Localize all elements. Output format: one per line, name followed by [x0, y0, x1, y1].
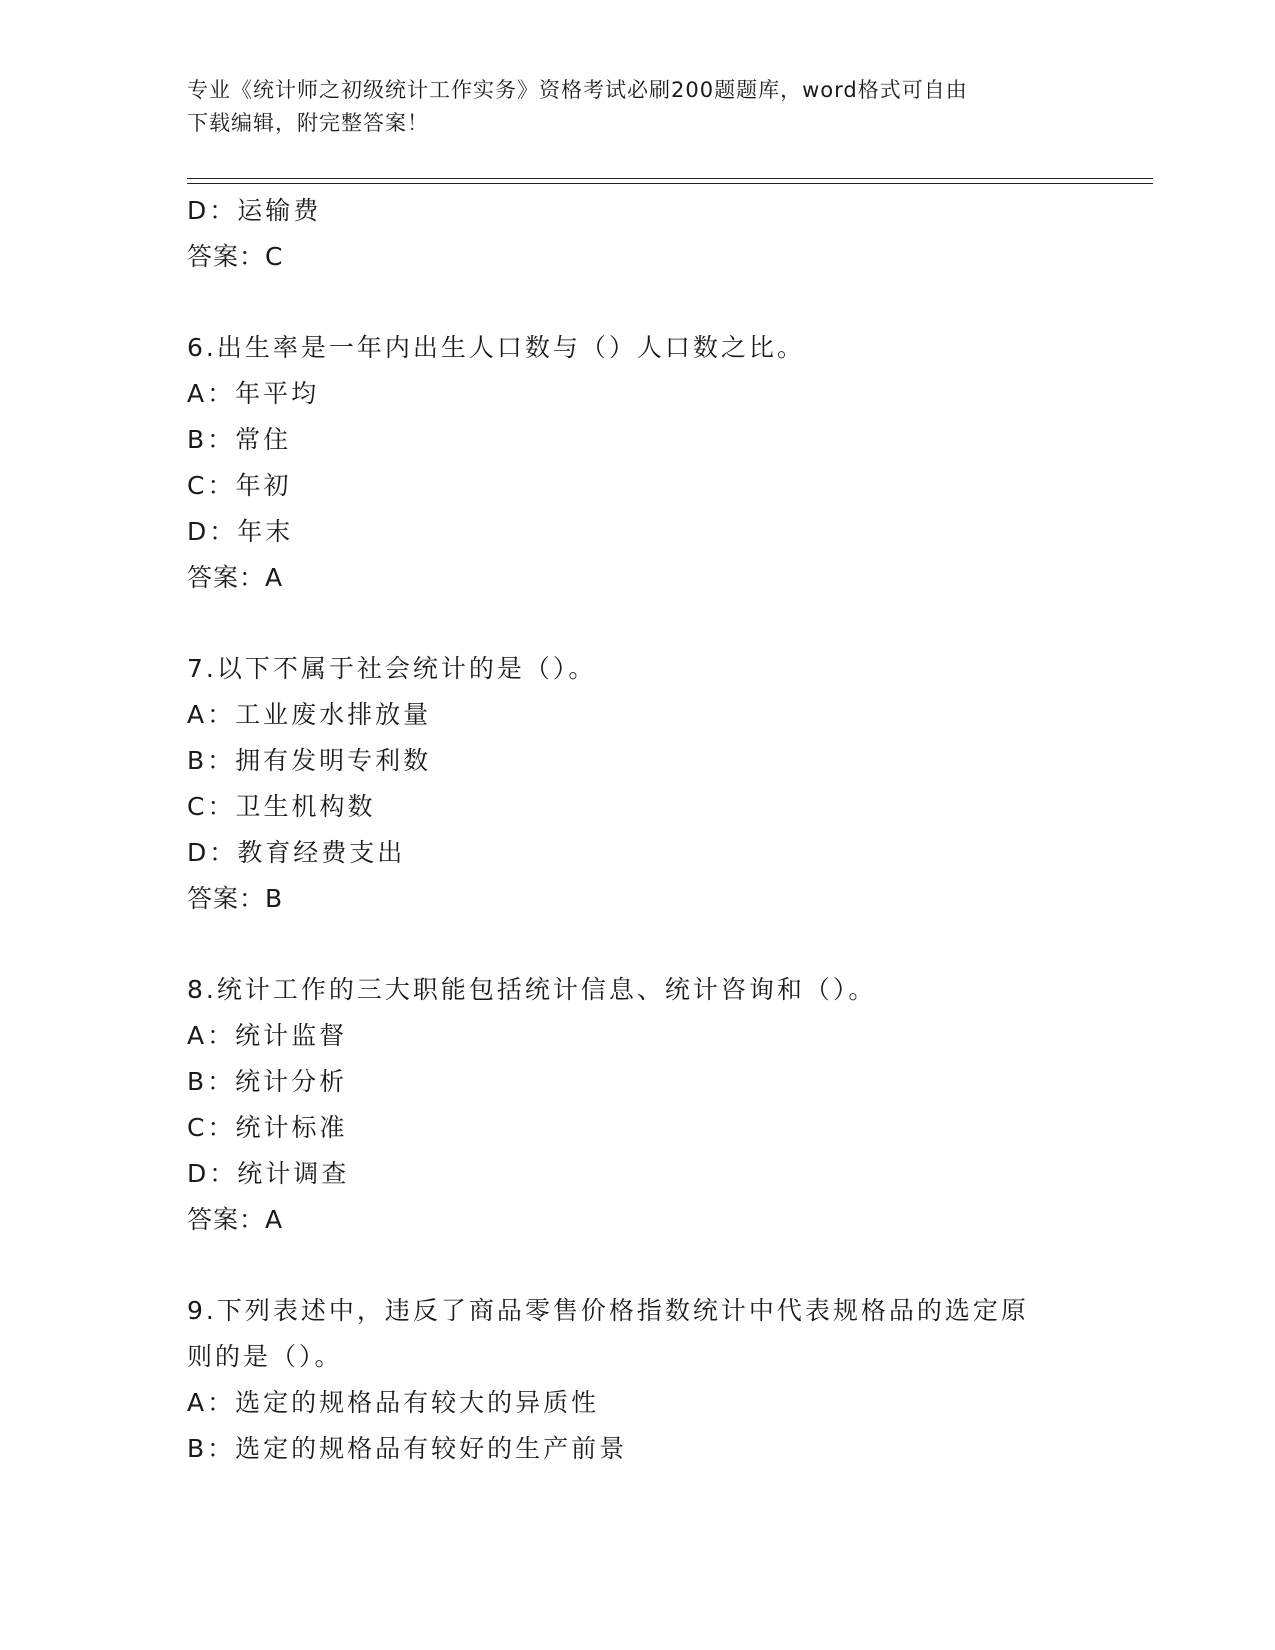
option-a: A：工业废水排放量 — [187, 700, 432, 729]
question-stem: 7.以下不属于社会统计的是（）。 — [187, 654, 597, 683]
document-header — [187, 74, 1087, 140]
question-stem: 9.下列表述中，违反了商品零售价格指数统计中代表规格品的选定原 — [187, 1296, 1029, 1325]
option-b: B：拥有发明专利数 — [187, 746, 432, 775]
option-c: C：统计标准 — [187, 1113, 348, 1142]
question-stem: 6.出生率是一年内出生人口数与（）人口数之比。 — [187, 333, 805, 362]
option-d: D：年末 — [187, 517, 294, 546]
question-6 — [187, 325, 1087, 601]
header-line-1: 专业《统计师之初级统计工作实务》资格考试必刷200题题库，word格式可自由 — [187, 78, 968, 102]
option-c: C：卫生机构数 — [187, 792, 376, 821]
option-a: A：年平均 — [187, 379, 320, 408]
option-b: B：选定的规格品有较好的生产前景 — [187, 1434, 628, 1463]
option-c: C：年初 — [187, 471, 292, 500]
question-7 — [187, 646, 1087, 922]
question-8 — [187, 967, 1087, 1243]
question-stem: 8.统计工作的三大职能包括统计信息、统计咨询和（）。 — [187, 975, 877, 1004]
question-stem-continued: 则的是（）。 — [187, 1342, 343, 1371]
option-a: A：选定的规格品有较大的异质性 — [187, 1388, 600, 1417]
header-line-2: 下载编辑，附完整答案！ — [187, 111, 429, 135]
answer: 答案：B — [187, 884, 284, 913]
answer: 答案：A — [187, 563, 284, 592]
answer: 答案：C — [187, 242, 284, 271]
question-9 — [187, 1288, 1087, 1472]
header-divider-bottom — [187, 183, 1153, 184]
option-d: D：运输费 — [187, 196, 322, 225]
option-b: B：常住 — [187, 425, 292, 454]
header-divider-top — [187, 178, 1153, 179]
question-list — [187, 188, 1087, 1472]
option-b: B：统计分析 — [187, 1067, 348, 1096]
answer: 答案：A — [187, 1205, 284, 1234]
option-d: D：统计调查 — [187, 1159, 350, 1188]
option-d: D：教育经费支出 — [187, 838, 406, 867]
option-a: A：统计监督 — [187, 1021, 348, 1050]
